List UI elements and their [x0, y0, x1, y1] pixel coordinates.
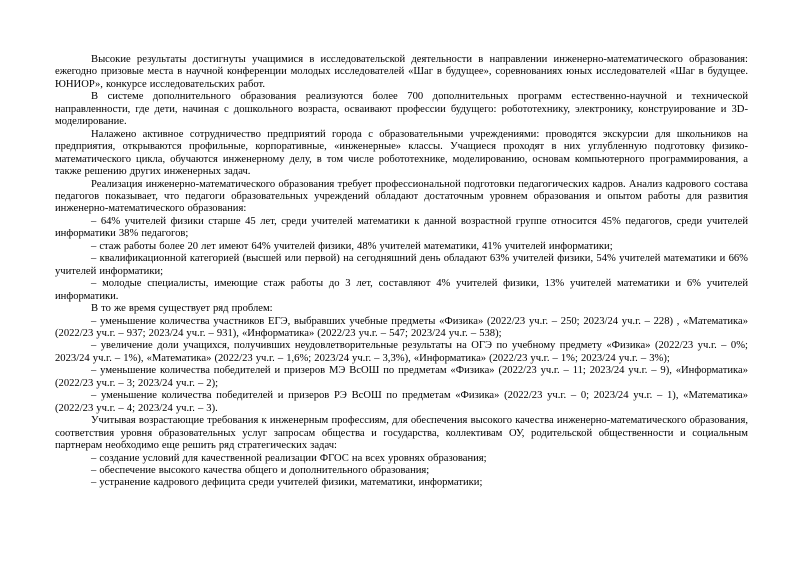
paragraph: – 64% учителей физики старше 45 лет, среди учителей математики к данной возрастной группе относится 45% педагогов, среди учителей информатики 38% педагогов;	[55, 215, 748, 240]
paragraph: – уменьшение количества победителей и призеров РЭ ВсОШ по предметам «Физика» (2022/23 уч.г. – 0; 2023/24 уч.г. – 1), «Математика» (2022/23 уч.г. – 4; 2023/24 уч.г. – 3).	[55, 390, 748, 414]
paragraph: Высокие результаты достигнуты учащимися в исследовательской деятельности в направлении инженерно-математического образования: ежегодно призовые места в научной конференции молодых исследователей «Шаг в будущее», соревнованиях юных исследователей «Шаг в будущее. ЮНИОР», конкурсе исследовательских работ.	[55, 54, 748, 90]
paragraph: – создание условий для качественной реализации ФГОС на всех уровнях образования;	[91, 452, 487, 464]
paragraph: – устранение кадрового дефицита среди учителей физики, математики, информатики;	[91, 477, 483, 489]
paragraph: Учитывая возрастающие требования к инженерным профессиям, для обеспечения высокого качества инженерно-математического образования, соответствия уровня образовательных услуг запросам общества и государства, коллективам ОУ, родительской общественности и социальным партнерам необходимо еще решить ряд стратегических задач:	[55, 415, 748, 452]
paragraph: – стаж работы более 20 лет имеют 64% учителей физики, 48% учителей математики, 41% учителей информатики;	[91, 240, 613, 252]
paragraph: – квалификационной категорией (высшей или первой) на сегодняшний день обладают 63% учителей физики, 54% учителей математики и 66% учителей информатики;	[55, 253, 748, 277]
paragraph: В то же время существует ряд проблем:	[91, 303, 273, 315]
paragraph: – уменьшение количества участников ЕГЭ, выбравших учебные предметы «Физика» (2022/23 уч.г. – 250; 2023/24 уч.г. – 228) , «Математика» (2022/23 уч.г. – 937; 2023/24 уч.г. – 931), «Информатика» (2022/23 уч.г. – 547; 2023/24 уч.г. – 538);	[55, 315, 748, 339]
paragraph: – уменьшение количества победителей и призеров МЭ ВсОШ по предметам «Физика» (2022/23 уч.г. – 11; 2023/24 уч.г. – 9), «Информатика» (2022/23 уч.г. – 3; 2023/24 уч.г. – 2);	[55, 365, 748, 389]
paragraph: – увеличение доли учащихся, получивших неудовлетворительные результаты на ОГЭ по учебному предмету «Физика» (2022/23 уч.г. – 0%; 2023/24 уч.г. – 1%), «Математика» (2022/23 уч.г. – 1,6%; 2023/24 уч.г. – 3,3%), «Информатика» (2022/23 уч.г. – 1%; 2023/24 уч.г. – 3%);	[55, 340, 748, 364]
paragraph: Реализация инженерно-математического образования требует профессиональной подготовки педагогических кадров. Анализ кадрового состава педагогов показывает, что педагоги образовательных учреждений обладают достаточным уровнем образования и опытом работы для развития инженерно-математического образования:	[55, 178, 748, 215]
paragraph: В системе дополнительного образования реализуются более 700 дополнительных программ естественно-научной и технической направленности, где дети, начиная с дошкольного возраста, осваивают профессии будущего: робототехнику, электронику, конструирование и 3D-моделирование.	[55, 91, 748, 128]
paragraph: – обеспечение высокого качества общего и дополнительного образования;	[91, 464, 430, 476]
paragraph: Налажено активное сотрудничество предприятий города с образовательными учреждениями: проводятся экскурсии для школьников на предприятия, открываются профильные, корпоративные, «инженерные» классы. Учащиеся проходят в них углубленную подготовку физико-математического цикла, обучаются инженерному делу, в том числе робототехнике, моделированию, основам компьютерного программирования, а также решению других инженерных задач.	[55, 128, 748, 178]
paragraph: – молодые специалисты, имеющие стаж работы до 3 лет, составляют 4% учителей физики, 13% учителей математики и 6% учителей информатики.	[55, 278, 748, 302]
paragraph-list	[55, 54, 748, 490]
